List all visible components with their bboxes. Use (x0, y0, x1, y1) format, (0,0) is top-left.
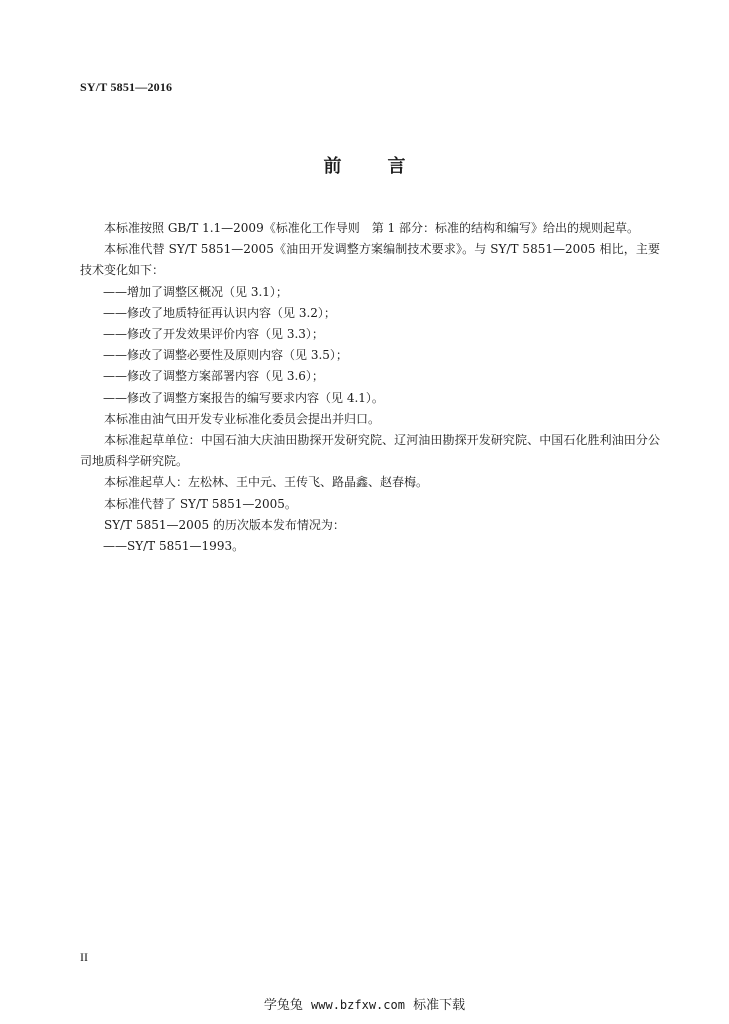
paragraph-replaced-standard: 本标准代替了 SY/T 5851—2005。 (104, 496, 297, 511)
history-item: ——SY/T 5851—1993。 (103, 539, 245, 554)
paragraph-drafters: 本标准起草人：左松林、王中元、王传飞、路晶鑫、赵春梅。 (104, 475, 429, 490)
change-item: ——修改了调整方案部署内容（见 3.6）； (103, 369, 324, 384)
change-item: ——修改了调整方案报告的编写要求内容（见 4.1）。 (103, 390, 384, 405)
title-char-1: 前 (323, 156, 342, 177)
page-number: II (80, 950, 88, 964)
paragraph-replaces: 本标准代替 SY/T 5851—2005《油田开发调整方案编制技术要求》。与 SY/T 5851—2005 相比，主要技术变化如下： (80, 242, 660, 278)
footer-download-label: 标准下载 (413, 998, 466, 1013)
page-title (0, 152, 729, 178)
change-item: ——修改了开发效果评价内容（见 3.3）； (103, 327, 324, 342)
document-code-header: SY/T 5851—2016 (80, 80, 173, 94)
foreword-body (80, 218, 660, 557)
paragraph-drafting-units: 本标准起草单位：中国石油大庆油田勘探开发研究院、辽河油田勘探开发研究院、中国石化胜利油田分公司地质科学研究院。 (80, 433, 660, 469)
change-item: ——修改了地质特征再认识内容（见 3.2）； (103, 305, 336, 320)
paragraph-drafting-rules: 本标准按照 GB/T 1.1—2009《标准化工作导则 第 1 部分：标准的结构和编写》给出的规则起草。 (104, 221, 639, 235)
title-char-2: 言 (387, 156, 406, 177)
change-item: ——增加了调整区概况（见 3.1）； (103, 284, 288, 299)
footer-url-link[interactable]: www.bzfxw.com (311, 998, 405, 1012)
paragraph-proposer: 本标准由油气田开发专业标准化委员会提出并归口。 (104, 411, 381, 426)
download-footer (0, 994, 729, 1013)
change-item: ——修改了调整必要性及原则内容（见 3.5）； (103, 348, 348, 363)
footer-site-name: 学兔兔 (263, 998, 303, 1013)
paragraph-history-intro: SY/T 5851—2005 的历次版本发布情况为： (104, 517, 345, 532)
